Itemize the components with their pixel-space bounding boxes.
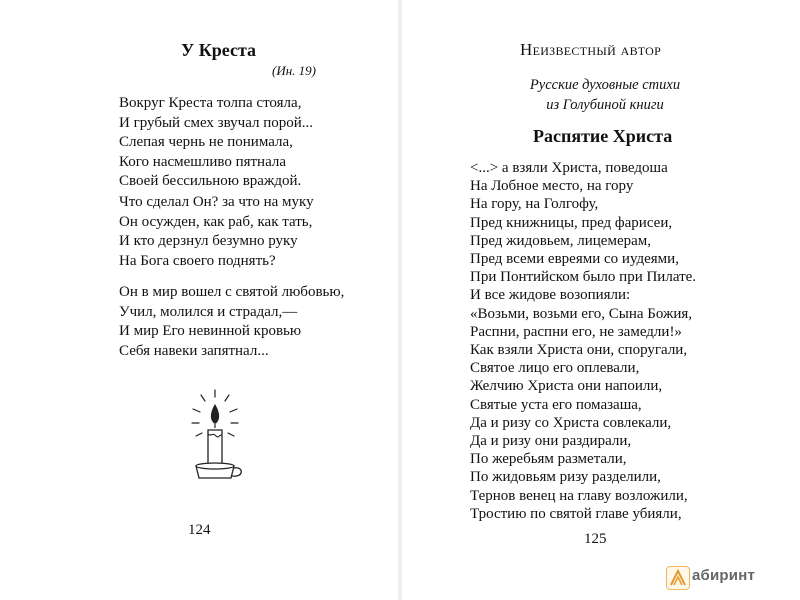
poem-line: Да и ризу они раздирали, bbox=[470, 433, 632, 450]
right-page bbox=[400, 0, 800, 600]
poem-line: Распни, распни его, не замедли!» bbox=[470, 323, 682, 340]
collection-subtitle bbox=[500, 75, 710, 115]
poem-line: Желчию Христа они напоили, bbox=[470, 378, 663, 395]
poem-line: Себя навеки запятнал... bbox=[119, 342, 269, 359]
stanza-1 bbox=[119, 94, 313, 192]
poem-line: Пред книжницы, пред фарисеи, bbox=[470, 214, 673, 231]
poem-line: При Понтийском было при Пилате. bbox=[470, 269, 697, 286]
poem-line: Слепая чернь не понимала, bbox=[119, 134, 293, 150]
poem-line: Пред жидовьем, лицемерам, bbox=[470, 232, 652, 249]
poem-line: Да и ризу со Христа совлекали, bbox=[470, 414, 672, 431]
poem-line: Кого насмешливо пятнала bbox=[119, 153, 287, 170]
poem-line: На гору, на Голгофу, bbox=[470, 196, 599, 213]
page-number-right: 125 bbox=[584, 531, 607, 547]
poem-line: Пред всеми евреями со иудеями, bbox=[470, 251, 679, 268]
watermark-text: абиринт bbox=[692, 567, 756, 584]
poem-line: Что сделал Он? за что на муку bbox=[119, 194, 314, 210]
poem-line: Вокруг Креста толпа стояла, bbox=[119, 95, 302, 111]
poem-line: По жеребьям разметали, bbox=[470, 451, 627, 468]
poem-body-right bbox=[470, 159, 696, 523]
poem-line: И кто дерзнул безумно руку bbox=[119, 233, 298, 249]
poem-line: <...> а взяли Христа, поведоша bbox=[470, 160, 668, 176]
poem-line: И все жидове возопияли: bbox=[470, 287, 631, 304]
poem-line: Как взяли Христа они, споругали, bbox=[470, 342, 688, 359]
candle-icon bbox=[180, 388, 250, 488]
poem-line: Своей бессильною враждой. bbox=[119, 173, 302, 189]
poem-line: Тернов венец на главу возложили, bbox=[470, 487, 688, 504]
poem-line: Учил, молился и страдал,— bbox=[119, 303, 298, 320]
page-number-left: 124 bbox=[188, 522, 211, 538]
subtitle-line: Русские духовные стихи bbox=[529, 77, 681, 93]
scripture-reference: (Ин. 19) bbox=[272, 63, 316, 78]
poem-line: И грубый смех звучал порой... bbox=[119, 114, 314, 131]
stanza-2 bbox=[119, 193, 314, 271]
poem-line: По жидовьям ризу разделили, bbox=[470, 469, 661, 486]
subtitle-line: из Голубиной книги bbox=[546, 97, 664, 113]
poem-line: Тростию по святой главе убияли, bbox=[470, 505, 682, 522]
author-name: Неизвестный автор bbox=[520, 40, 662, 59]
labyrinth-logo-icon bbox=[666, 566, 690, 590]
poem-title-right: Распятие Христа bbox=[533, 126, 673, 146]
poem-line: «Возьми, возьми его, Сына Божия, bbox=[470, 305, 693, 322]
poem-title-left: У Креста bbox=[181, 40, 257, 60]
poem-line: Он осужден, как раб, как тать, bbox=[119, 213, 313, 230]
site-watermark bbox=[666, 564, 786, 590]
poem-line: Он в мир вошел с святой любовью, bbox=[119, 284, 345, 300]
poem-line: Святые уста его помазаша, bbox=[470, 396, 642, 413]
poem-line: На Бога своего поднять? bbox=[119, 252, 276, 269]
poem-line: Святое лицо его оплевали, bbox=[470, 360, 640, 377]
poem-line: На Лобное место, на гору bbox=[470, 178, 634, 195]
poem-line: И мир Его невинной кровью bbox=[119, 323, 302, 339]
stanza-3 bbox=[119, 283, 344, 361]
